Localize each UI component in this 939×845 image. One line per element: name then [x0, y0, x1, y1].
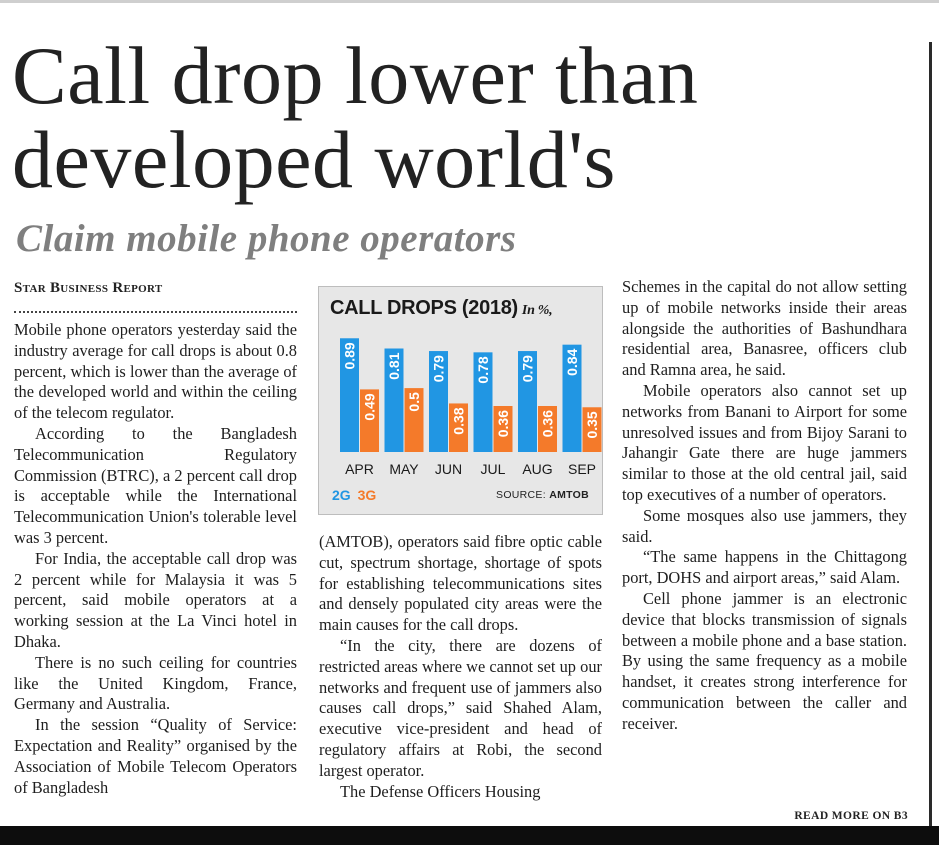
top-rule [0, 0, 939, 3]
data-label-3g-apr: 0.49 [361, 393, 378, 421]
paragraph: For India, the acceptable call drop was 2 percent while for Malaysia it was 5 percent, said mobile operators at a working session at the La Vinci hotel in Dhaka. [14, 548, 297, 651]
source-name: AMTOB [549, 489, 589, 501]
x-tick-label: JUN [434, 461, 463, 477]
article-column-3 [622, 277, 907, 735]
x-tick-label: JUL [480, 461, 506, 477]
data-label-2g-jul: 0.78 [475, 356, 491, 384]
paragraph: “In the city, there are dozens of restricted areas where we cannot set up our networks and frequent use of jammers also causes call drops,” said Shahed Alam, executive vice-president and head of regulatory affairs at Robi, the second largest operator. [319, 635, 602, 780]
data-label-2g-jun: 0.79 [430, 355, 447, 383]
article-column-1 [14, 320, 297, 798]
data-label-2g-apr: 0.89 [341, 342, 358, 370]
chart-canvas [319, 287, 604, 516]
data-label-2g-aug: 0.79 [519, 355, 536, 383]
bottom-band [0, 826, 939, 845]
paragraph: Schemes in the capital do not allow setting up of mobile networks inside their areas alongside the authorities of Bashundhara residential area, Banasree, officers club and Ramna area, he said. [622, 277, 907, 380]
x-tick-label: MAY [389, 461, 419, 477]
paragraph: In the session “Quality of Service: Expectation and Reality” organised by the Association of Mobile Telecom Operators of Bangladesh [14, 715, 297, 797]
data-label-3g-jun: 0.38 [450, 407, 467, 435]
paragraph: Some mosques also use jammers, they said. [622, 505, 907, 546]
source-label: SOURCE: [496, 489, 546, 501]
paragraph: Mobile operators also cannot set up networks from Banani to Airport for some unresolved issues and from Bijoy Sarani to Jahangir Gate there are huge jammers similar to those at the old central jail, said top executives of a number of operators. [622, 380, 907, 504]
x-tick-label: AUG [522, 461, 553, 477]
article-column-2 [319, 532, 602, 802]
chart-title: CALL DROPS (2018) [330, 297, 518, 319]
legend-2g: 2G [332, 487, 351, 503]
read-more-link[interactable]: READ MORE ON B3 [794, 810, 908, 822]
paragraph: There is no such ceiling for countries like the United Kingdom, France, Germany and Australia. [14, 652, 297, 714]
paragraph: Cell phone jammer is an electronic device that blocks transmission of signals between a mobile phone and a base station. By using the same frequency as a mobile handset, it creates strong interference for communication between the caller and receiver. [622, 588, 907, 733]
paragraph: According to the Bangladesh Telecommunication Regulatory Commission (BTRC), a 2 percent call drop is acceptable while the International Telecommunication Union's tolerable level was 3 percent. [14, 423, 297, 547]
x-tick-label: SEP [567, 461, 597, 477]
chart-source [496, 489, 589, 501]
chart-legend [332, 487, 379, 503]
column-divider-rule [929, 42, 932, 832]
byline: Star Business Report [14, 280, 163, 296]
chart-title-block [330, 297, 552, 320]
x-tick-label: APR [345, 461, 374, 477]
data-label-2g-may: 0.81 [386, 352, 402, 380]
paragraph: “The same happens in the Chittagong port, DOHS and airport areas,” said Alam. [622, 547, 907, 588]
paragraph: (AMTOB), operators said fibre optic cable cut, spectrum shortage, shortage of spots for establishing telecommunications sites and densely populated city areas were the main causes for the call drops. [319, 532, 602, 635]
paragraph: The Defense Officers Housing [340, 781, 541, 801]
byline-dotted-rule [14, 311, 297, 313]
data-label-2g-sep: 0.84 [564, 348, 580, 376]
headline-line-1: Call drop lower than [12, 30, 699, 121]
paragraph: Mobile phone operators yesterday said the industry average for call drops is about 0.8 percent, which is lower than the average of the developed world and within the ceiling of the telecom regulator. [14, 320, 297, 423]
data-label-3g-sep: 0.35 [584, 411, 600, 439]
headline [12, 30, 912, 205]
data-label-3g-aug: 0.36 [539, 410, 556, 438]
subheadline: Claim mobile phone operators [16, 217, 517, 260]
data-label-3g-jul: 0.36 [495, 410, 511, 438]
call-drops-chart [318, 286, 603, 515]
headline-line-2: developed world's [12, 114, 616, 205]
data-label-3g-may: 0.5 [406, 392, 422, 412]
legend-3g: 3G [357, 487, 377, 503]
chart-unit: In %, [521, 303, 553, 318]
